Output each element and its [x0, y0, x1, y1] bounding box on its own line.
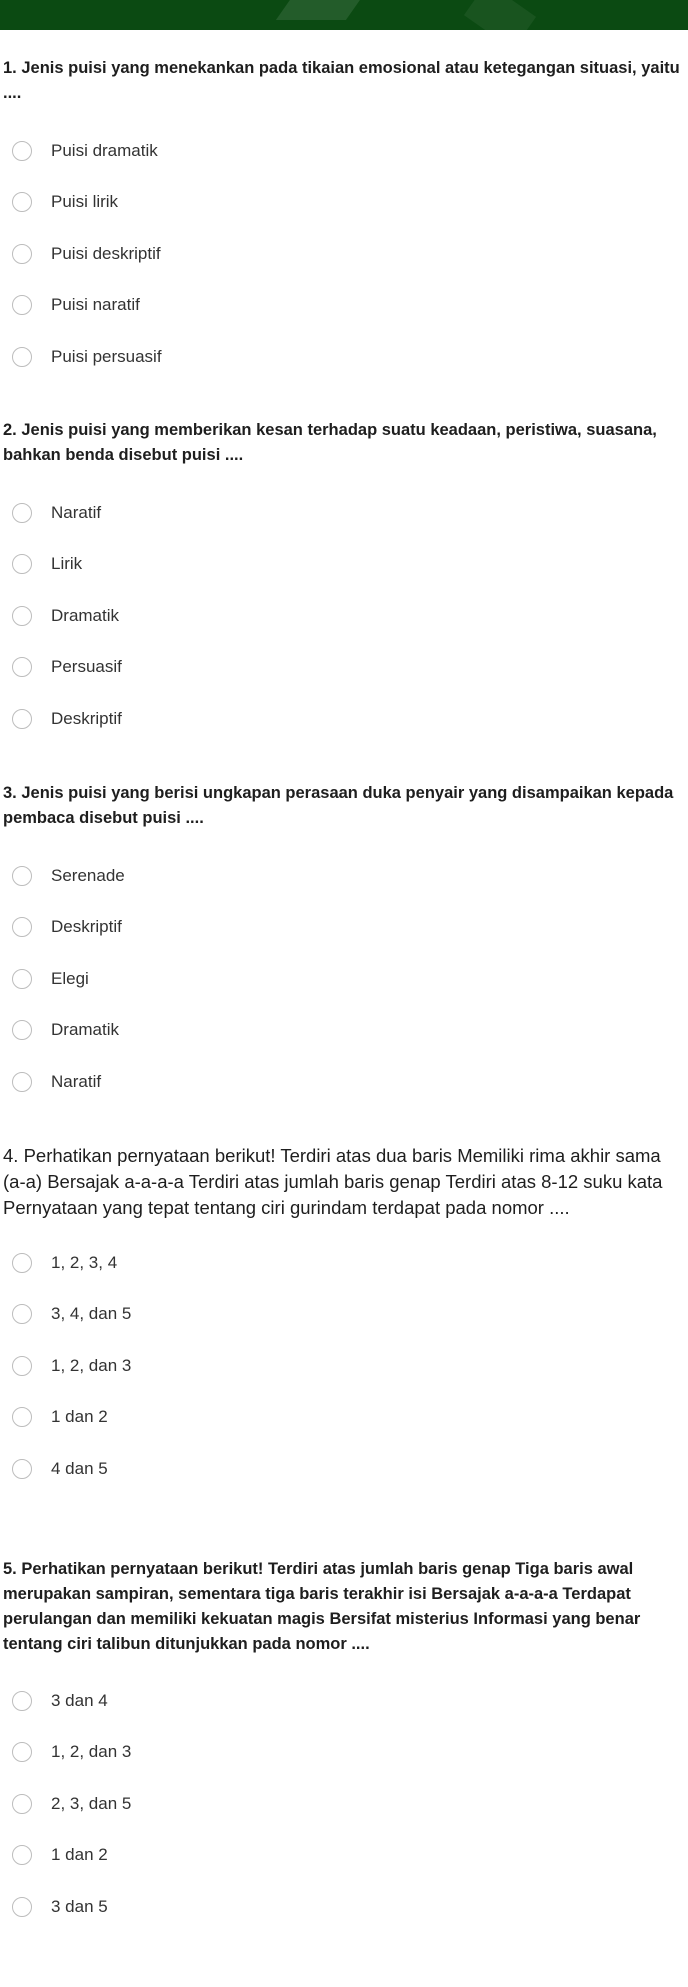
option-label: 2, 3, dan 5 — [51, 1793, 132, 1813]
option-label: Naratif — [51, 1071, 102, 1091]
radio-button[interactable] — [12, 1356, 32, 1376]
answer-option[interactable] — [0, 280, 688, 332]
answer-option[interactable] — [0, 693, 688, 745]
answer-option[interactable] — [0, 953, 688, 1005]
answer-option[interactable] — [0, 590, 688, 642]
answer-options — [0, 125, 688, 383]
question-1 — [0, 56, 688, 383]
option-label: Puisi persuasif — [51, 346, 162, 366]
header-decoration — [464, 0, 536, 30]
answer-option[interactable] — [0, 850, 688, 902]
answer-option[interactable] — [0, 1830, 688, 1882]
option-label: 3 dan 4 — [51, 1690, 108, 1710]
answer-option[interactable] — [0, 1443, 688, 1495]
option-label: 1, 2, 3, 4 — [51, 1252, 118, 1272]
radio-button[interactable] — [12, 554, 32, 574]
answer-option[interactable] — [0, 1881, 688, 1933]
answer-option[interactable] — [0, 125, 688, 177]
option-label: Dramatik — [51, 1020, 120, 1040]
question-text: 5. Perhatikan pernyataan berikut! Terdiri atas jumlah baris genap Tiga baris awal merupakan sampiran, sementara tiga baris terakhir isi Bersajak a-a-a-a Terdapat perulangan dan memiliki kekuatan magis Bersifat misterius Informasi yang benar tentang ciri talibun ditunjukkan pada nomor .... — [3, 1560, 641, 1653]
radio-button[interactable] — [12, 1897, 32, 1917]
question-3 — [0, 781, 688, 1108]
option-label: Puisi deskriptif — [51, 243, 161, 263]
answer-option[interactable] — [0, 1340, 688, 1392]
option-label: Puisi naratif — [51, 295, 140, 315]
option-label: Puisi dramatik — [51, 140, 158, 160]
question-4 — [0, 1143, 688, 1495]
option-label: Dramatik — [51, 605, 120, 625]
radio-button[interactable] — [12, 295, 32, 315]
answer-option[interactable] — [0, 1289, 688, 1341]
radio-button[interactable] — [12, 141, 32, 161]
answer-option[interactable] — [0, 539, 688, 591]
answer-option[interactable] — [0, 177, 688, 229]
radio-button[interactable] — [12, 917, 32, 937]
question-5 — [0, 1557, 688, 1933]
radio-button[interactable] — [12, 866, 32, 886]
answer-option[interactable] — [0, 487, 688, 539]
radio-button[interactable] — [12, 192, 32, 212]
radio-button[interactable] — [12, 709, 32, 729]
answer-option[interactable] — [0, 228, 688, 280]
radio-button[interactable] — [12, 1794, 32, 1814]
top-header-bar — [0, 0, 688, 30]
radio-button[interactable] — [12, 1742, 32, 1762]
option-label: 1 dan 2 — [51, 1407, 108, 1427]
radio-button[interactable] — [12, 969, 32, 989]
answer-option[interactable] — [0, 1005, 688, 1057]
option-label: 1, 2, dan 3 — [51, 1355, 132, 1375]
answer-option[interactable] — [0, 1237, 688, 1289]
answer-options — [0, 1237, 688, 1495]
radio-button[interactable] — [12, 244, 32, 264]
option-label: 3, 4, dan 5 — [51, 1304, 132, 1324]
radio-button[interactable] — [12, 1020, 32, 1040]
answer-options — [0, 487, 688, 745]
question-text: 3. Jenis puisi yang berisi ungkapan perasaan duka penyair yang disampaikan kepada pembaca disebut puisi .... — [3, 784, 674, 827]
option-label: Deskriptif — [51, 917, 122, 937]
answer-options — [0, 1675, 688, 1933]
header-decoration — [276, 0, 364, 20]
radio-button[interactable] — [12, 1407, 32, 1427]
radio-button[interactable] — [12, 1072, 32, 1092]
answer-option[interactable] — [0, 1727, 688, 1779]
option-label: Deskriptif — [51, 708, 122, 728]
answer-option[interactable] — [0, 1778, 688, 1830]
question-2 — [0, 418, 688, 745]
option-label: Serenade — [51, 865, 125, 885]
radio-button[interactable] — [12, 606, 32, 626]
radio-button[interactable] — [12, 347, 32, 367]
answer-option[interactable] — [0, 331, 688, 383]
question-text: 2. Jenis puisi yang memberikan kesan terhadap suatu keadaan, peristiwa, suasana, bahkan benda disebut puisi .... — [3, 421, 657, 464]
option-label: 1 dan 2 — [51, 1845, 108, 1865]
radio-button[interactable] — [12, 1459, 32, 1479]
answer-option[interactable] — [0, 642, 688, 694]
radio-button[interactable] — [12, 657, 32, 677]
option-label: Naratif — [51, 502, 102, 522]
answer-option[interactable] — [0, 902, 688, 954]
radio-button[interactable] — [12, 1691, 32, 1711]
option-label: 1, 2, dan 3 — [51, 1742, 132, 1762]
answer-options — [0, 850, 688, 1108]
option-label: 4 dan 5 — [51, 1458, 108, 1478]
radio-button[interactable] — [12, 503, 32, 523]
answer-option[interactable] — [0, 1675, 688, 1727]
radio-button[interactable] — [12, 1845, 32, 1865]
question-text: 4. Perhatikan pernyataan berikut! Terdiri atas dua baris Memiliki rima akhir sama (a-a) Bersajak a-a-a-a Terdiri atas jumlah baris genap Terdiri atas 8-12 suku kata Pernyataan yang tepat tentang ciri gurindam terdapat pada nomor .... — [3, 1145, 663, 1218]
option-label: Lirik — [51, 554, 83, 574]
radio-button[interactable] — [12, 1253, 32, 1273]
answer-option[interactable] — [0, 1056, 688, 1108]
option-label: Elegi — [51, 968, 89, 988]
option-label: Persuasif — [51, 657, 122, 677]
answer-option[interactable] — [0, 1392, 688, 1444]
radio-button[interactable] — [12, 1304, 32, 1324]
option-label: Puisi lirik — [51, 192, 119, 212]
question-text: 1. Jenis puisi yang menekankan pada tikaian emosional atau ketegangan situasi, yaitu .... — [3, 59, 680, 102]
option-label: 3 dan 5 — [51, 1896, 108, 1916]
